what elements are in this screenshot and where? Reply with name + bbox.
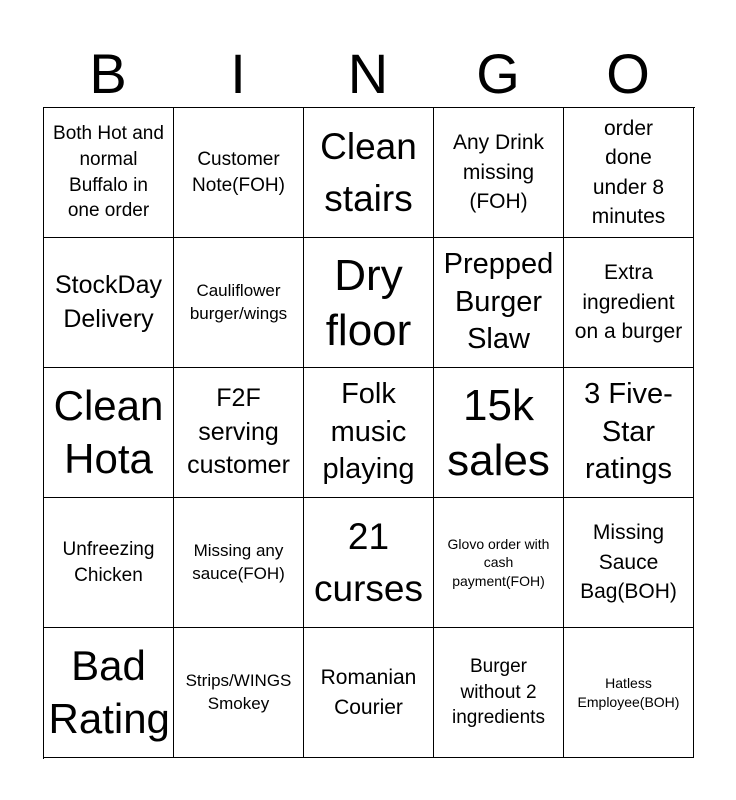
bingo-cell[interactable] (174, 628, 304, 758)
cell-text: Romanian Courier (320, 666, 417, 719)
cell-text: Clean stairs (320, 125, 417, 219)
cell-text: Prepped Burger Slaw (443, 247, 554, 356)
header-letter-b: B (89, 42, 127, 105)
bingo-cell[interactable] (304, 498, 434, 628)
bingo-cell[interactable] (434, 498, 564, 628)
bingo-cell[interactable] (174, 108, 304, 238)
cell-text: 21 curses (314, 515, 423, 609)
bingo-cell[interactable] (564, 628, 694, 758)
bingo-cell[interactable] (434, 628, 564, 758)
cell-text: 3 Five-Star ratings (584, 377, 673, 486)
bingo-cell[interactable] (44, 238, 174, 368)
bingo-cell[interactable] (44, 368, 174, 498)
header-letter-n: N (347, 42, 389, 105)
bingo-cell[interactable] (434, 238, 564, 368)
bingo-header (43, 40, 693, 108)
cell-text: Missing any sauce(FOH) (192, 541, 285, 583)
cell-text: Customer Note(FOH) (192, 148, 285, 196)
bingo-cell[interactable] (564, 238, 694, 368)
cell-text: Bad Rating (48, 642, 170, 742)
cell-text: Clean Hota (53, 382, 164, 482)
bingo-cell[interactable] (304, 108, 434, 238)
bingo-cell[interactable] (434, 108, 564, 238)
header-letter-i: I (230, 42, 246, 105)
bingo-cell[interactable] (304, 368, 434, 498)
cell-text: Hatless Employee(BOH) (577, 675, 680, 710)
cell-text: order done under 8 minutes (591, 116, 666, 228)
bingo-cell[interactable] (174, 368, 304, 498)
cell-text: 15k sales (447, 380, 550, 485)
header-letter-g: G (476, 42, 520, 105)
bingo-cell[interactable] (564, 108, 694, 238)
bingo-cell[interactable] (564, 498, 694, 628)
header-letter-o: O (606, 42, 650, 105)
cell-text: Extra ingredient on a burger (574, 261, 683, 344)
cell-text: Dry floor (325, 250, 412, 355)
cell-text: Burger without 2 ingredients (452, 656, 545, 729)
bingo-cell[interactable] (564, 368, 694, 498)
bingo-cell[interactable] (304, 238, 434, 368)
cell-text: Cauliflower burger/wings (189, 281, 288, 323)
cell-text: Missing Sauce Bag(BOH) (580, 521, 677, 604)
bingo-cell[interactable] (44, 108, 174, 238)
cell-text: F2F serving customer (187, 383, 290, 480)
bingo-cell[interactable] (44, 628, 174, 758)
bingo-cell[interactable] (434, 368, 564, 498)
cell-text: Any Drink missing (FOH) (452, 131, 545, 214)
cell-text: Folk music playing (322, 377, 415, 486)
bingo-cell[interactable] (304, 628, 434, 758)
bingo-cell[interactable] (44, 498, 174, 628)
cell-text: Glovo order with cash payment(FOH) (447, 536, 550, 589)
bingo-cell[interactable] (174, 238, 304, 368)
bingo-cell[interactable] (174, 498, 304, 628)
cell-text: StockDay Delivery (55, 270, 162, 333)
bingo-grid (43, 107, 695, 759)
cell-text: Unfreezing Chicken (62, 538, 155, 586)
cell-text: Strips/WINGS Smokey (185, 671, 292, 713)
cell-text: Both Hot and normal Buffalo in one order (53, 123, 164, 222)
